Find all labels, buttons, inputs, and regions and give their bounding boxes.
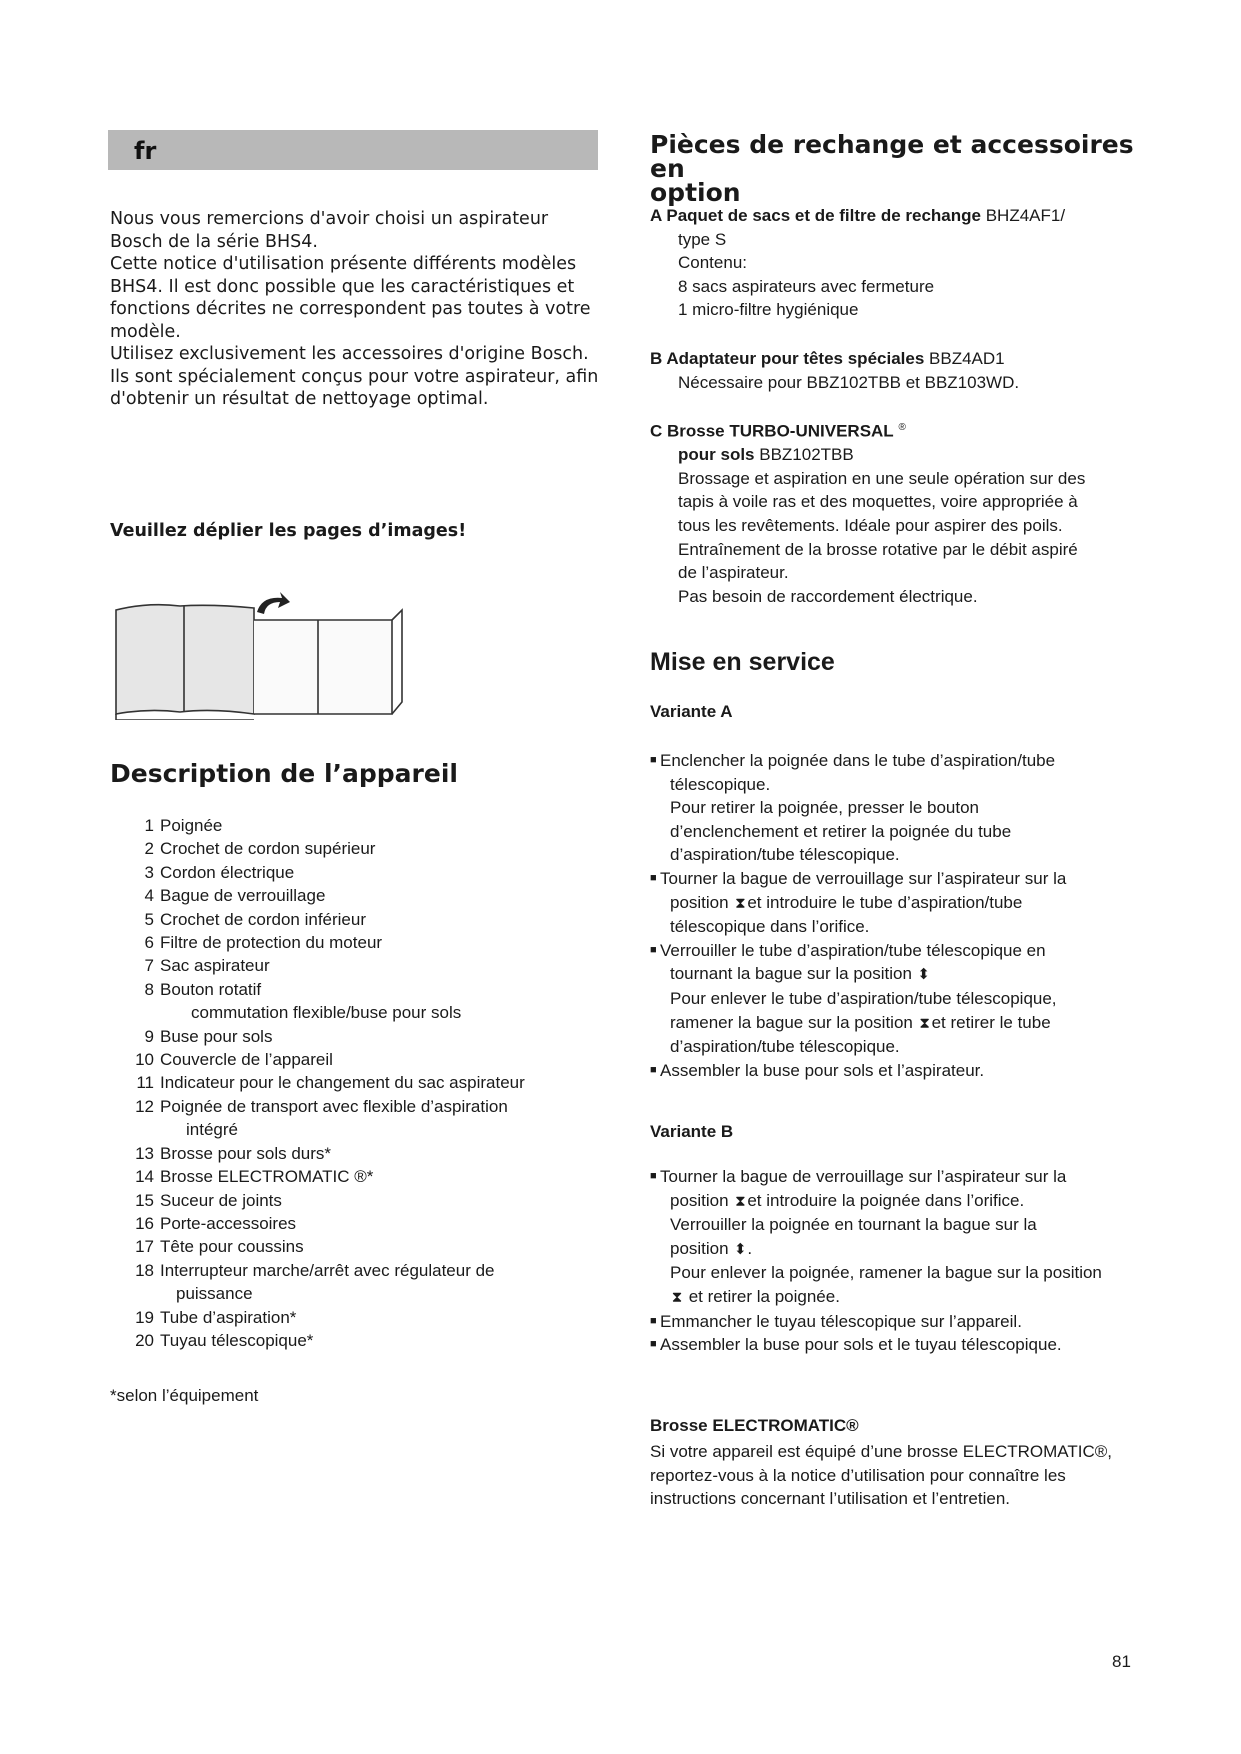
list-item-continuation: tournant la bague sur la position ⬍	[650, 962, 1150, 987]
accessory-c	[650, 416, 1170, 608]
accessory-b-code: BBZ4AD1	[924, 349, 1005, 368]
lock-position-icon: ⧗	[735, 1192, 746, 1210]
parts-list	[110, 814, 610, 1352]
intro-line: Bosch de la série BHS4.	[110, 231, 318, 252]
list-item: 17 Tête pour coussins	[135, 1237, 304, 1257]
list-item: 2 Crochet de cordon supérieur	[144, 839, 376, 859]
list-item: 8 Bouton rotatif	[144, 979, 262, 999]
list-item-continuation: position ⬍.	[650, 1237, 1150, 1262]
lock-position-icon: ⧗	[919, 1014, 930, 1032]
list-item: 10 Couvercle de l’appareil	[135, 1050, 333, 1070]
list-item: ■ Verrouiller le tube d’aspiration/tube télescopique en	[650, 940, 1046, 960]
list-item: 13 Brosse pour sols durs*	[135, 1143, 332, 1163]
list-item: 3 Cordon électrique	[144, 862, 295, 882]
intro-line: Ils sont spécialement conçus pour votre aspirateur, afin	[110, 366, 599, 387]
unlock-position-icon: ⬍	[917, 966, 930, 984]
list-item: 19 Tube d’aspiration*	[135, 1307, 297, 1327]
fold-out-pages-illustration	[112, 590, 404, 720]
accessory-c-line: Entraînement de la brosse rotative par le débit aspiré	[678, 539, 1078, 559]
electromatic-line: instructions concernant l’utilisation et l’entretien.	[650, 1489, 1011, 1509]
accessory-c-heading: C Brosse TURBO-UNIVERSAL	[650, 421, 894, 441]
registered-mark: ®	[898, 422, 906, 433]
list-item: 7 Sac aspirateur	[144, 956, 270, 976]
intro-text	[110, 208, 605, 411]
accessory-c-code: BBZ102TBB	[754, 445, 854, 465]
list-item: 4 Bague de verrouillage	[144, 886, 326, 906]
list-item-continuation: puissance	[176, 1284, 253, 1304]
list-item-continuation: ⧗ et retirer la poignée.	[650, 1285, 1150, 1310]
list-item-continuation: ramener la bague sur la position ⧗ et retirer le tube	[650, 1011, 1150, 1036]
list-item: ■ Assembler la buse pour sols et le tuyau télescopique.	[650, 1335, 1062, 1355]
list-item: 14 Brosse ELECTROMATIC ®*	[135, 1167, 374, 1187]
title-line: option	[650, 178, 741, 207]
fold-out-note: Veuillez déplier les pages d’images!	[110, 521, 467, 541]
variant-b-heading: Variante B	[650, 1122, 734, 1141]
intro-line: d'obtenir un résultat de nettoyage optimal.	[110, 389, 489, 409]
unlock-position-icon: ⬍	[734, 1240, 747, 1258]
intro-line: BHS4. Il est donc possible que les caractéristiques et	[110, 276, 575, 297]
list-item: ■ Emmancher le tuyau télescopique sur l’appareil.	[650, 1311, 1022, 1331]
accessory-b	[650, 347, 1170, 394]
list-item-continuation: d’aspiration/tube télescopique.	[670, 845, 900, 865]
accessory-a-heading: A Paquet de sacs et de filtre de rechange	[650, 206, 981, 225]
list-item: 18 Interrupteur marche/arrêt avec régulateur de	[135, 1260, 495, 1280]
list-item: 1 Poignée	[144, 816, 223, 835]
section-title-accessories	[650, 130, 1170, 207]
electromatic-line: Si votre appareil est équipé d’une brosse ELECTROMATIC®,	[650, 1442, 1112, 1461]
list-item-continuation: d’enclenchement et retirer la poignée du tube	[670, 821, 1012, 841]
list-item-continuation: position ⧗ et introduire la poignée dans l’orifice.	[650, 1189, 1150, 1214]
accessory-c-line: tous les revêtements. Idéale pour aspirer des poils.	[678, 516, 1063, 536]
section-title-mise-en-service: Mise en service	[650, 648, 835, 676]
list-item: 20 Tuyau télescopique*	[135, 1330, 314, 1350]
accessory-b-line: Nécessaire pour BBZ102TBB et BBZ103WD.	[678, 372, 1020, 392]
intro-line: Utilisez exclusivement les accessoires d'origine Bosch.	[110, 344, 589, 364]
list-item-continuation: intégré	[186, 1120, 238, 1140]
language-label: fr	[134, 137, 157, 165]
electromatic-heading: Brosse ELECTROMATIC®	[650, 1416, 859, 1435]
list-item-continuation: position ⧗ et introduire le tube d’aspiration/tube	[650, 891, 1150, 916]
list-item-continuation: Pour enlever le tube d’aspiration/tube télescopique,	[670, 988, 1057, 1008]
footnote: *selon l’équipement	[110, 1386, 259, 1405]
variant-a-steps	[650, 749, 1150, 1082]
page-number: 81	[1112, 1652, 1131, 1671]
accessory-a-line: type S	[678, 229, 727, 249]
accessory-a-line: 8 sacs aspirateurs avec fermeture	[678, 276, 935, 296]
language-bar	[108, 130, 598, 170]
title-line: Pièces de rechange et accessoires en	[650, 130, 1134, 183]
accessory-b-heading: B Adaptateur pour têtes spéciales	[650, 349, 925, 368]
list-item-continuation: Pour enlever la poignée, ramener la bague sur la position	[670, 1263, 1102, 1283]
list-item: ■ Tourner la bague de verrouillage sur l’aspirateur sur la	[650, 868, 1067, 888]
accessory-c-line: Pas besoin de raccordement électrique.	[678, 586, 978, 606]
list-item-continuation: télescopique.	[670, 774, 771, 794]
accessory-c-subheading: pour sols	[678, 445, 755, 465]
intro-line: Cette notice d'utilisation présente différents modèles	[110, 254, 577, 274]
list-item: 5 Crochet de cordon inférieur	[144, 909, 367, 929]
accessory-a-line: 1 micro-filtre hygiénique	[678, 300, 859, 320]
list-item: 9 Buse pour sols	[144, 1026, 273, 1046]
list-item-continuation: Pour retirer la poignée, presser le bouton	[670, 798, 980, 818]
list-item: ■ Enclencher la poignée dans le tube d’aspiration/tube	[650, 751, 1056, 770]
accessory-c-line: Brossage et aspiration en une seule opération sur des	[678, 468, 1086, 488]
accessory-c-line: de l’aspirateur.	[678, 563, 789, 583]
list-item-continuation: commutation flexible/buse pour sols	[191, 1003, 462, 1023]
section-title-description: Description de l’appareil	[110, 759, 458, 788]
intro-line: modèle.	[110, 321, 181, 342]
list-item-continuation: télescopique dans l’orifice.	[670, 917, 870, 937]
list-item: 12 Poignée de transport avec flexible d’aspiration	[135, 1096, 508, 1116]
list-item: ■ Assembler la buse pour sols et l’aspirateur.	[650, 1060, 985, 1080]
list-item: ■ Tourner la bague de verrouillage sur l’aspirateur sur la	[650, 1167, 1067, 1186]
electromatic-text	[650, 1440, 1150, 1511]
variant-a-heading: Variante A	[650, 702, 733, 721]
electromatic-line: reportez-vous à la notice d’utilisation pour connaître les	[650, 1465, 1066, 1485]
variant-b-steps	[650, 1165, 1150, 1357]
list-item-continuation: Verrouiller la poignée en tournant la bague sur la	[670, 1215, 1037, 1235]
list-item: 16 Porte-accessoires	[135, 1213, 297, 1233]
lock-position-icon: ⧗	[735, 894, 746, 912]
intro-line: Nous vous remercions d'avoir choisi un aspirateur	[110, 209, 549, 229]
list-item-continuation: d’aspiration/tube télescopique.	[670, 1037, 900, 1057]
list-item: 11 Indicateur pour le changement du sac aspirateur	[136, 1073, 525, 1093]
accessory-a-line: Contenu:	[678, 253, 747, 273]
accessory-a	[650, 204, 1170, 322]
list-item: 15 Suceur de joints	[135, 1190, 282, 1210]
accessory-a-code: BHZ4AF1/	[981, 206, 1066, 225]
list-item: 6 Filtre de protection du moteur	[144, 933, 383, 953]
accessory-c-line: tapis à voile ras et des moquettes, voire appropriée à	[678, 492, 1078, 512]
lock-position-icon: ⧗	[671, 1288, 683, 1306]
intro-line: fonctions décrites ne correspondent pas toutes à votre	[110, 299, 591, 319]
